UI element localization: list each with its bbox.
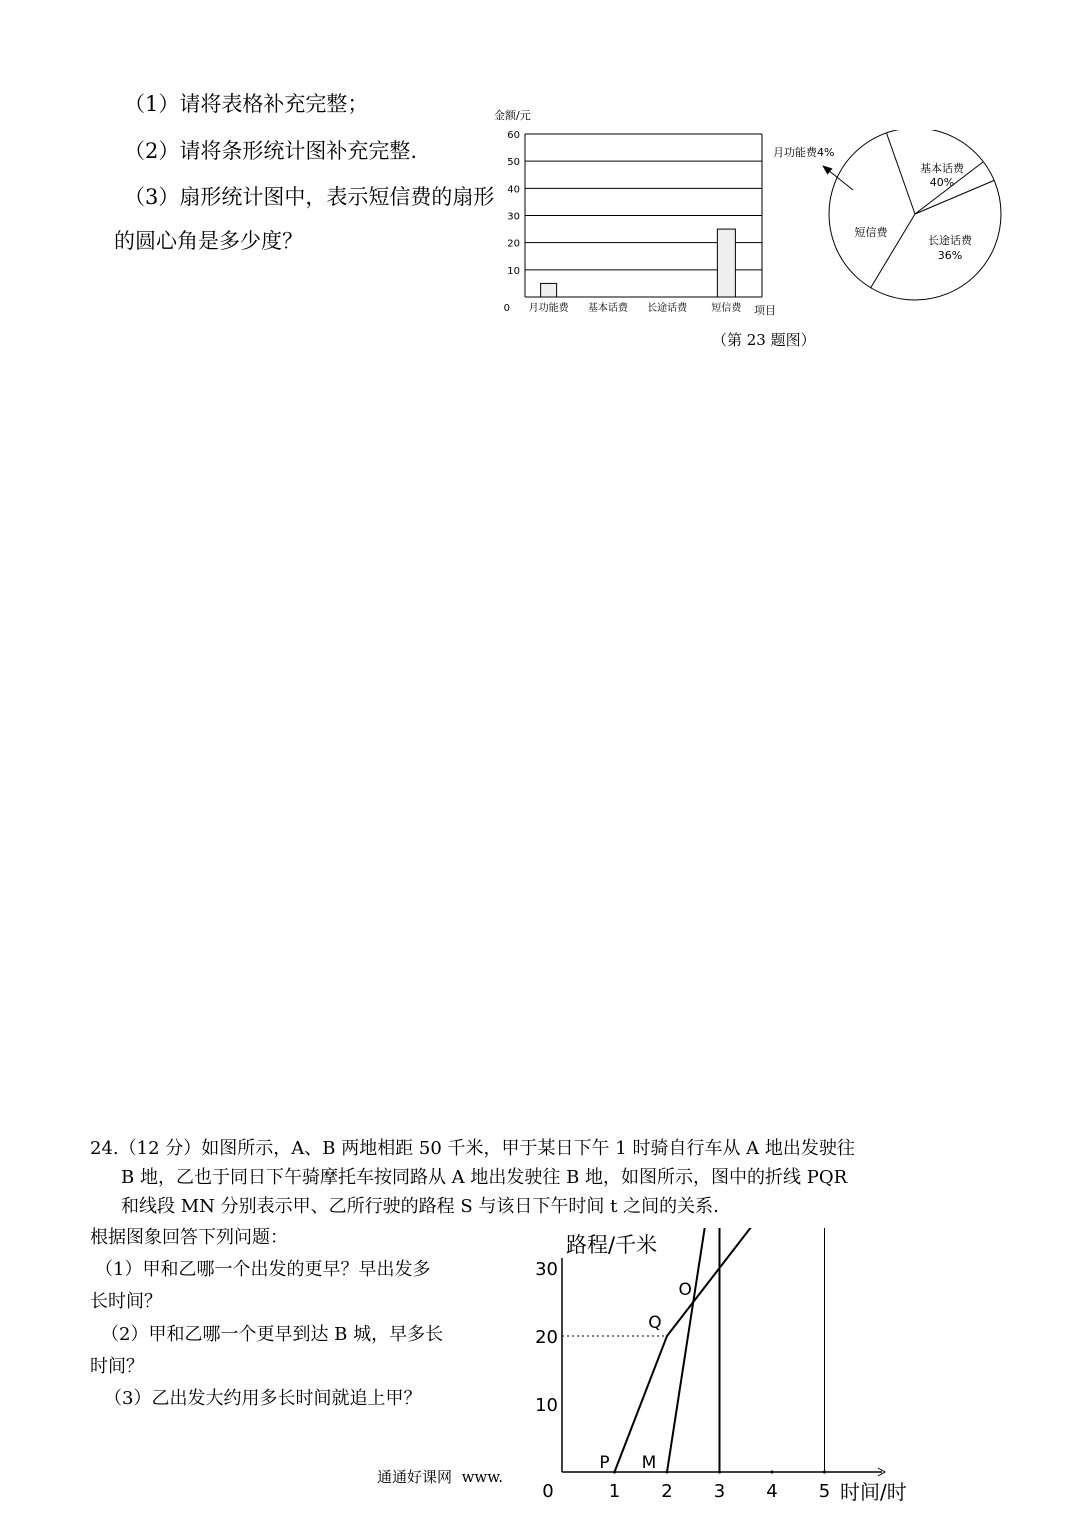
bar-category-label: 月功能费 [528, 303, 569, 314]
pie-callout-arrow [823, 166, 853, 190]
pie-label-sms: 短信费 [854, 226, 888, 239]
graph-xtick-label: 1 [608, 1481, 621, 1502]
bar [717, 229, 735, 297]
bar-ytick-label: 0 [503, 303, 510, 314]
bar-ytick-label: 30 [507, 211, 520, 223]
q24-question-1: （1）甲和乙哪一个出发的更早？早出发多 [95, 1259, 431, 1280]
bar-chart-ylabel: 金额/元 [494, 109, 531, 122]
graph-xtick-label: 2 [661, 1481, 673, 1502]
bar-ytick-label: 50 [507, 157, 520, 169]
bar-ytick-label: 40 [507, 184, 520, 196]
graph-ytick-label: 20 [535, 1327, 558, 1348]
graph-series-mn [667, 1228, 720, 1472]
q24-question-2-cont: 时间？ [90, 1356, 144, 1377]
q23-line-1: （1）请将表格补充完整； [124, 92, 369, 116]
figure-23-caption: （第 23 题图） [712, 331, 816, 349]
pie-slice-boundary [915, 180, 994, 214]
graph-point-label: Q [648, 1313, 662, 1333]
q24-intro-2: B 地，乙也于同日下午骑摩托车按同路从 A 地出发驶往 B 地，如图所示，图中的折线 PQR [121, 1167, 848, 1188]
bar-category-label: 短信费 [711, 303, 742, 314]
footer-site-name: 通通好课网 [377, 1468, 453, 1486]
graph-xtick-label: 4 [766, 1481, 778, 1502]
distance-time-graph [520, 1228, 940, 1513]
graph-ytick-label: 30 [535, 1259, 558, 1280]
graph-xlabel: 时间/时 [840, 1480, 907, 1504]
bar-ytick-label: 60 [507, 130, 520, 141]
graph-xtick-label: 5 [818, 1481, 831, 1502]
graph-ytick-label: 10 [535, 1395, 558, 1416]
graph-intersection-label: O [678, 1280, 692, 1300]
pie-label-basic: 基本话费 [920, 162, 964, 175]
pie-pct-basic: 40% [929, 176, 955, 189]
graph-xtick-label: 3 [713, 1481, 726, 1502]
graph-point-label: M [641, 1453, 657, 1473]
footer-url: www. [461, 1468, 504, 1486]
bar-chart-xlabel: 项目 [754, 304, 776, 317]
graph-point-label: P [599, 1453, 610, 1473]
bar-category-label: 基本话费 [587, 303, 628, 314]
pie-chart [765, 130, 1010, 310]
q23-line-4: 的圆心角是多少度？ [114, 229, 303, 253]
bar-chart [490, 105, 790, 325]
pie-slice-boundary [886, 133, 915, 214]
pie-label-monthly: 月功能费4% [773, 146, 835, 159]
q23-line-3: （3）扇形统计图中，表示短信费的扇形 [124, 185, 495, 209]
bar-ytick-label: 20 [507, 238, 520, 250]
q24-intro-4: 根据图象回答下列问题： [90, 1227, 288, 1248]
q24-question-3: （3）乙出发大约用多长时间就追上甲？ [104, 1388, 422, 1409]
graph-xtick-dot [823, 1471, 826, 1474]
bar-ytick-label: 10 [507, 265, 520, 277]
graph-ylabel: 路程/千米 [566, 1233, 658, 1257]
graph-xtick-dot [718, 1471, 721, 1474]
pie-label-long: 长途话费 [928, 234, 972, 247]
q24-intro-1: 24.（12 分）如图所示，A、B 两地相距 50 千米，甲于某日下午 1 时骑自行车从 A 地出发驶往 [90, 1138, 855, 1159]
pie-pct-long: 36% [937, 249, 963, 262]
footer-site [377, 1466, 503, 1487]
bar [541, 283, 557, 297]
q23-line-2: （2）请将条形统计图补充完整. [124, 139, 418, 163]
graph-xtick-dot [771, 1471, 774, 1474]
q24-question-1-cont: 长时间？ [90, 1291, 162, 1312]
bar-category-label: 长途话费 [647, 303, 688, 314]
pie-outline [829, 130, 1001, 300]
graph-xtick-label: 0 [542, 1481, 554, 1502]
q24-question-2: （2）甲和乙哪一个更早到达 B 城，早多长 [101, 1324, 444, 1345]
q24-intro-3: 和线段 MN 分别表示甲、乙所行驶的路程 S 与该日下午时间 t 之间的关系. [121, 1196, 719, 1217]
